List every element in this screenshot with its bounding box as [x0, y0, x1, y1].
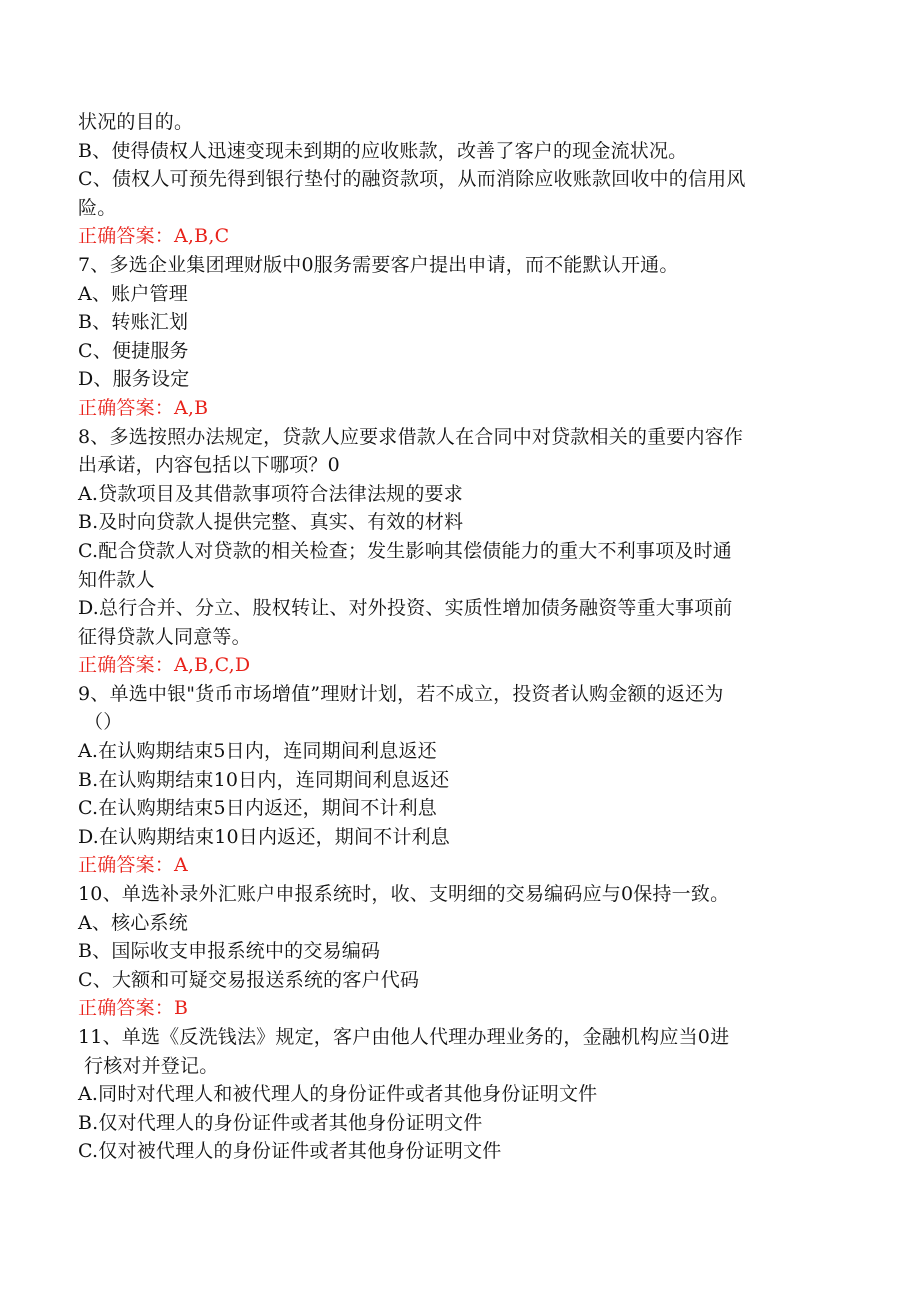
option-line: A、账户管理: [78, 282, 188, 305]
option-line: C.配合贷款人对贷款的相关检查；发生影响其偿债能力的重大不利事项及时通: [78, 539, 732, 562]
answer-line: 正确答案：A,B: [78, 396, 209, 419]
question-line: 9、单选中银"货币市场增值”理财计划，若不成立，投资者认购金额的返还为: [78, 682, 724, 705]
option-line: 险。: [78, 196, 117, 219]
question-line: 8、多选按照办法规定，贷款人应要求借款人在合同中对贷款相关的重要内容作: [78, 425, 744, 448]
option-line: C、债权人可预先得到银行垫付的融资款项，从而消除应收账款回收中的信用风: [78, 168, 746, 191]
option-line: 征得贷款人同意等。: [78, 625, 251, 648]
question-line: 7、多选企业集团理财版中0服务需要客户提出申请，而不能默认开通。: [78, 253, 679, 276]
option-line: B、国际收支申报系统中的交易编码: [78, 940, 381, 963]
option-line: B、转账汇划: [78, 311, 189, 334]
document-page: [78, 108, 848, 1166]
question-line: 出承诺，内容包括以下哪项？0: [78, 454, 340, 477]
answer-line: 正确答案：A,B,C,D: [78, 654, 251, 677]
option-line: C.仅对被代理人的身份证件或者其他身份证明文件: [78, 1140, 502, 1163]
option-line: B.仅对代理人的身份证件或者其他身份证明文件: [78, 1111, 483, 1134]
option-line: D、服务设定: [78, 368, 190, 391]
option-line: 知件款人: [78, 568, 155, 591]
option-line: C、便捷服务: [78, 339, 189, 362]
option-line: C、大额和可疑交易报送系统的客户代码: [78, 968, 420, 991]
question-line: 11、单选《反洗钱法》规定，客户由他人代理办理业务的，金融机构应当0进: [78, 1026, 730, 1048]
question-line: 10、单选补录外汇账户申报系统时，收、支明细的交易编码应与0保持一致。: [78, 883, 730, 906]
option-line: B.及时向贷款人提供完整、真实、有效的材料: [78, 511, 464, 534]
question-line: 行核对并登记。: [84, 1054, 219, 1077]
option-line: B、使得债权人迅速变现未到期的应收账款，改善了客户的现金流状况。: [78, 139, 688, 162]
option-line: A.在认购期结束5日内，连同期间利息返还: [78, 740, 437, 763]
option-line: A、核心系统: [78, 911, 188, 934]
option-line: A.贷款项目及其借款事项符合法律法规的要求: [78, 482, 463, 505]
option-line: C.在认购期结束5日内返还，期间不计利息: [78, 797, 437, 820]
option-line: 状况的目的。: [78, 111, 194, 133]
option-line: A.同时对代理人和被代理人的身份证件或者其他身份证明文件: [78, 1083, 598, 1106]
option-line: D.在认购期结束10日内返还，期间不计利息: [78, 825, 450, 848]
question-line: （）: [84, 711, 123, 734]
answer-line: 正确答案：B: [78, 997, 189, 1020]
option-line: B.在认购期结束10日内，连同期间利息返还: [78, 768, 450, 791]
answer-line: 正确答案：A: [78, 854, 188, 877]
answer-line: 正确答案：A,B,C: [78, 225, 230, 248]
option-line: D.总行合并、分立、股权转让、对外投资、实质性增加债务融资等重大事项前: [78, 597, 733, 620]
